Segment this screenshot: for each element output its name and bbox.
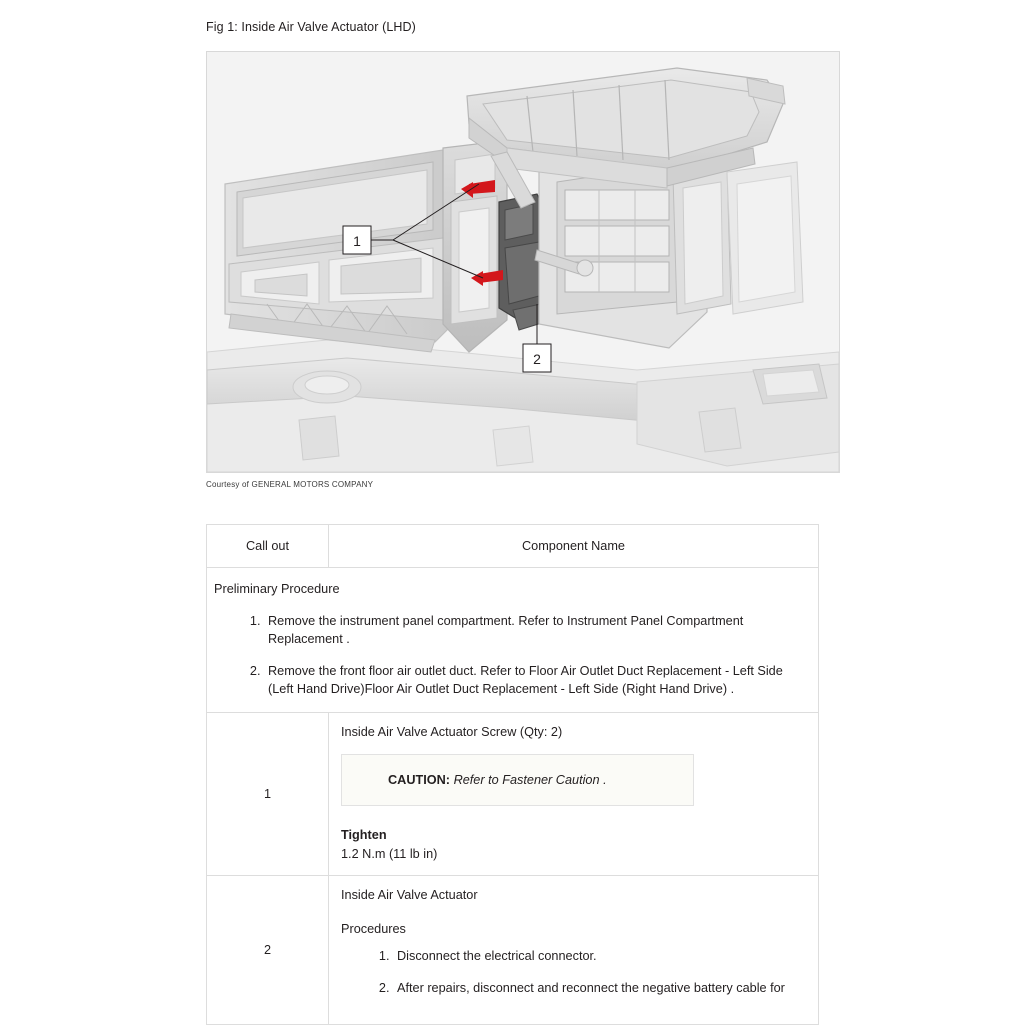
caution-text: Refer to Fastener Caution . (453, 772, 607, 787)
callout-1-text: 1 (353, 233, 361, 249)
figure-caption: Fig 1: Inside Air Valve Actuator (LHD) (206, 20, 416, 34)
tighten-value: 1.2 N.m (11 lb in) (341, 846, 438, 861)
table-header-row (207, 525, 818, 568)
caution-label: CAUTION: (388, 772, 451, 787)
table-row (207, 713, 818, 876)
component-name-2: Inside Air Valve Actuator (341, 888, 478, 903)
header-callout: Call out (207, 525, 329, 567)
list-item: 2. Remove the front floor air outlet duct. Refer to Floor Air Outlet Duct Replacement - Left Side (Left Hand Drive)Floor Air Outlet Duct Replacement - Left Side (Right Hand Drive) . (264, 662, 808, 699)
figure-image (206, 51, 840, 473)
procedures-list (341, 947, 806, 998)
preliminary-procedure-row (207, 568, 818, 713)
callout-2-text: 2 (533, 351, 541, 367)
figure-courtesy: Courtesy of GENERAL MOTORS COMPANY (206, 480, 374, 489)
table-row (207, 876, 818, 1025)
row-callout-2: 2 (207, 876, 329, 1024)
component-name-1: Inside Air Valve Actuator Screw (Qty: 2) (341, 725, 563, 740)
procedures-title: Procedures (341, 922, 406, 937)
preliminary-title: Preliminary Procedure (214, 582, 340, 597)
list-item: 1. Disconnect the electrical connector. (393, 947, 806, 965)
list-item: 1. Remove the instrument panel compartment. Refer to Instrument Panel Compartment Replacement . (264, 612, 808, 649)
component-table (206, 524, 819, 1025)
row-callout-1: 1 (207, 713, 329, 875)
caution-note (341, 754, 694, 806)
tighten-label: Tighten (341, 828, 387, 843)
preliminary-steps (212, 612, 808, 699)
list-item: 2. After repairs, disconnect and reconnect the negative battery cable for (393, 979, 806, 997)
header-component-name: Component Name (522, 539, 625, 553)
